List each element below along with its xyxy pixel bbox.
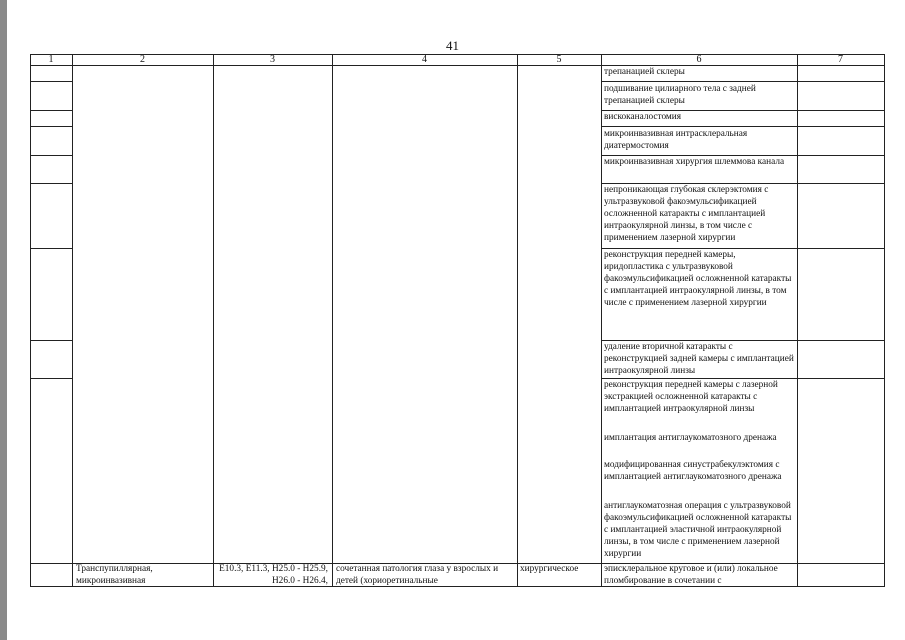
- procedure-cell: реконструкция передней камеры с лазерной экстракцией осложненной катаракты с имплантацией интраокулярной линзы: [604, 380, 778, 415]
- column-border: [884, 54, 885, 586]
- column-border: [72, 54, 73, 586]
- row-divider: [601, 81, 885, 82]
- row-divider: [30, 248, 72, 249]
- column-border: [601, 54, 602, 586]
- diagnosis-cell: сочетанная патология глаза у взрослых и детей (хориоретинальные: [336, 564, 499, 587]
- column-header: 2: [140, 54, 145, 65]
- column-border: [797, 54, 798, 586]
- column-border: [30, 54, 31, 586]
- row-divider: [30, 378, 72, 379]
- procedure-cell: трепанацией склеры: [604, 67, 685, 77]
- row-divider: [30, 81, 72, 82]
- procedure-cell: удаление вторичной катаракты с реконструкцией задней камеры с имплантацией интраокулярной линзы: [604, 342, 794, 377]
- column-header: 3: [270, 54, 275, 65]
- procedure-cell: непроникающая глубокая склерэктомия с ультразвуковой факоэмульсификацией осложненной катаракты с имплантацией интраокулярной линзы, в том числе с применением лазерной хирургии: [604, 185, 769, 244]
- column-border: [213, 54, 214, 586]
- procedure-cell: антиглаукоматозная операция с ультразвуковой факоэмульсификацией осложненной катаракты с имплантацией эластичной интраокулярной линзы, в том числе с применением лазерной хирургии: [604, 501, 792, 560]
- procedure-cell: реконструкция передней камеры, иридопластика с ультразвуковой факоэмульсификацией осложненной катаракты с имплантацией интраокулярной линзы, в том числе с применением лазерной хирургии: [604, 250, 792, 309]
- row-divider: [30, 340, 72, 341]
- procedure-cell: микроинвазивная интрасклеральная диатермостомия: [604, 129, 748, 152]
- column-border: [517, 54, 518, 586]
- column-header: 7: [838, 54, 843, 65]
- procedure-cell: подшивание цилиарного тела с задней трепанацией склеры: [604, 84, 756, 107]
- icd-codes-cell: E10.3, E11.3, H25.0 - H25.9, H26.0 - H26.4,: [219, 564, 328, 587]
- procedure-cell: микроинвазивная хирургия шлеммова канала: [604, 157, 785, 167]
- procedure-cell: эписклеральное круговое и (или) локальное пломбирование в сочетании с: [604, 564, 778, 587]
- method-name-cell: Транспупиллярная, микроинвазивная: [76, 564, 153, 587]
- row-divider: [30, 183, 72, 184]
- procedure-cell: имплантация антиглаукоматозного дренажа: [604, 433, 777, 443]
- page-number: 41: [446, 38, 459, 53]
- row-divider: [30, 126, 72, 127]
- column-header: 6: [696, 54, 702, 65]
- column-header: 1: [48, 54, 54, 65]
- row-divider: [30, 110, 72, 111]
- row-divider: [601, 126, 885, 127]
- procedure-cell: вискоканалостомия: [604, 112, 682, 122]
- column-header: 4: [422, 54, 427, 65]
- procedure-cell: модифицированная синустрабекулэктомия с имплантацией антиглаукоматозного дренажа: [604, 460, 782, 483]
- column-border: [332, 54, 333, 586]
- column-header: 5: [556, 54, 562, 65]
- row-divider: [30, 155, 72, 156]
- treatment-type-cell: хирургическое: [520, 564, 579, 574]
